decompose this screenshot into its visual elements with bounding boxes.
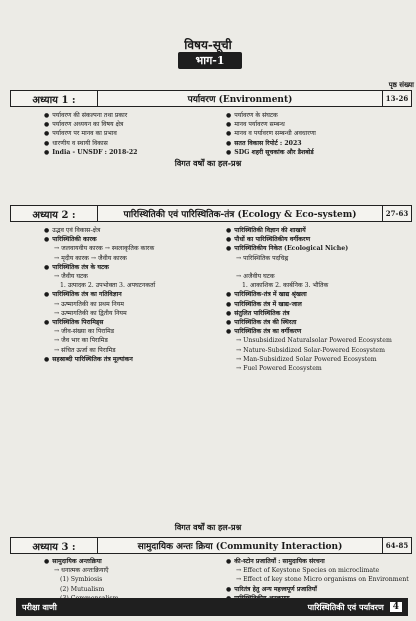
- toc-entry[interactable]: ● पारिस्थितिक तंत्र में खाद्य-जाल: [226, 300, 392, 309]
- toc-entry[interactable]: → धनात्मक अन्तःक्रियाएँ: [44, 566, 125, 575]
- page-number-label: पृष्ठ संख्या: [388, 80, 414, 89]
- chapter-pages: 64-85: [382, 538, 411, 553]
- page-footer: [16, 598, 408, 616]
- toc-entry[interactable]: ● पर्यावरण के संघटक: [226, 111, 316, 120]
- toc-entry[interactable]: → Nature-Subsidized Solar-Powered Ecosystem: [226, 346, 392, 355]
- toc-entry[interactable]: ● पौधों का पारिस्थितिकीय वर्गीकरण: [226, 235, 392, 244]
- chapter-number: अध्याय 3 :: [11, 538, 98, 553]
- previous-year-questions[interactable]: विगत वर्षों का हल-प्रश्न: [174, 158, 242, 168]
- toc-entry[interactable]: → जैव भार का पिरामिड: [44, 336, 155, 345]
- toc-entry[interactable]: → ऊष्मागतिकी का प्रथम नियम: [44, 300, 155, 309]
- toc-entry[interactable]: → जीव-संख्या का पिरामिड: [44, 327, 155, 336]
- chapter-1-left-column: [44, 111, 137, 157]
- chapter-1-header[interactable]: [10, 90, 412, 107]
- toc-entry[interactable]: → मृदीय कारक → जैवीय कारक: [44, 254, 155, 263]
- toc-entry[interactable]: → Unsubsidized Naturalsolar Powered Ecosystem: [226, 336, 392, 345]
- toc-entry: [226, 263, 392, 272]
- chapter-1-right-column: [226, 111, 316, 157]
- chapter-pages: 13-26: [382, 91, 411, 106]
- toc-entry[interactable]: (2) Mutualism: [60, 585, 105, 593]
- toc-entry[interactable]: ● पर्यावरण अध्ययन का विषय क्षेत्र: [44, 120, 137, 129]
- chapter-title: सामुदायिक अन्तः क्रिया (Community Interaction): [137, 542, 343, 552]
- toc-entry[interactable]: ● की-स्टोन प्रजातियाँ : सामुदायिक संरचना: [226, 557, 409, 566]
- toc-entry[interactable]: ● SDG शहरी सूचकांक और डैशबोर्ड: [226, 148, 316, 157]
- toc-entry[interactable]: ● पारिस्थितिक तंत्र की स्थिरता: [226, 318, 392, 327]
- chapter-number: अध्याय 2 :: [11, 206, 98, 221]
- toc-entry[interactable]: ● उद्भव एवं विकास-क्षेत्र: [44, 226, 155, 235]
- toc-entry[interactable]: → ऊष्मागतिकी का द्वितीय नियम: [44, 309, 155, 318]
- toc-entry[interactable]: 1. आकाशिक 2. कार्बनिक 3. भौतिक: [242, 282, 329, 290]
- toc-entry[interactable]: ● पारितंत्र हेतु अन्य महत्त्वपूर्ण प्रजातियाँ: [226, 585, 409, 594]
- footer-publisher: परीक्षा वाणी: [22, 601, 57, 612]
- toc-entry[interactable]: ● पर्यावरण पर मानव का प्रभाव: [44, 129, 137, 138]
- toc-entry[interactable]: ● पारिस्थितिक तंत्र का गतिविज्ञान: [44, 290, 155, 299]
- toc-entry[interactable]: ● सतत विकास रिपोर्ट : 2023: [226, 139, 316, 148]
- toc-entry[interactable]: ● सहस्राब्दी पारिस्थितिक तंत्र मूल्यांकन: [44, 355, 155, 364]
- chapter-2-right-column: [226, 226, 392, 373]
- footer-subject: पारिस्थितिकी एवं पर्यावरण: [307, 601, 384, 612]
- toc-entry[interactable]: ● मानव पर्यावरण सम्बन्ध: [226, 120, 316, 129]
- toc-entry[interactable]: → Effect of key stone Micro organisms on Environment: [226, 575, 409, 584]
- toc-entry[interactable]: 1. उत्पादक 2. उपभोक्ता 3. अपघटनकर्ता: [60, 282, 156, 290]
- chapter-3-header[interactable]: [10, 537, 412, 554]
- toc-entry[interactable]: → पारिस्थितिक पदचिह्न: [226, 254, 392, 263]
- toc-entry[interactable]: ● India - UNSDF : 2018-22: [44, 148, 137, 157]
- toc-entry[interactable]: ● पारिस्थितिक तंत्र के घटक: [44, 263, 155, 272]
- toc-entry[interactable]: (1) Symbiosis: [60, 576, 103, 584]
- toc-entry[interactable]: ● पर्यावरण की संकल्पना तथा प्रकार: [44, 111, 137, 120]
- chapter-title: पारिस्थितिकी एवं पारिस्थितिक-तंत्र (Ecology & Eco-system): [123, 210, 357, 220]
- toc-entry[interactable]: ● पारिस्थितिकी कारक: [44, 235, 155, 244]
- page-title: विषय-सूची: [184, 38, 232, 52]
- chapter-number: अध्याय 1 :: [11, 91, 98, 106]
- toc-entry[interactable]: ● पारिस्थितिक पिरामिड्स: [44, 318, 155, 327]
- toc-entry[interactable]: ● संतुलित पारिस्थितिक तंत्र: [226, 309, 392, 318]
- toc-entry[interactable]: → Man-Subsidized Solar Powered Ecosystem: [226, 355, 392, 364]
- toc-entry[interactable]: ● पारिस्थितिकी विज्ञान की शाखायें: [226, 226, 392, 235]
- toc-entry[interactable]: ● सामुदायिक अन्तःक्रिया: [44, 557, 125, 566]
- footer-page-number: 4: [390, 602, 402, 612]
- toc-entry[interactable]: → Fuel Powered Ecosystem: [226, 364, 392, 373]
- toc-entry[interactable]: ● धारणीय व स्थायी विकास: [44, 139, 137, 148]
- chapter-2-header[interactable]: [10, 205, 412, 222]
- chapter-2-left-column: [44, 226, 155, 364]
- toc-entry[interactable]: ● पारिस्थितिक तंत्र का वर्गीकरण: [226, 327, 392, 336]
- part-label: भाग-1: [178, 52, 242, 69]
- toc-entry[interactable]: ● मानव व पर्यावरण सम्बन्धी अवधारणा: [226, 129, 316, 138]
- toc-entry[interactable]: → Effect of Keystone Species on microclimate: [226, 566, 409, 575]
- chapter-title: पर्यावरण (Environment): [187, 95, 293, 105]
- toc-entry[interactable]: → अजैवीय घटक: [226, 272, 392, 281]
- toc-entry[interactable]: ● पारिस्थितिक-तंत्र में खाद्य श्रृंखला: [226, 290, 392, 299]
- toc-entry[interactable]: → संचित ऊर्जा का पिरामिड: [44, 346, 155, 355]
- previous-year-questions[interactable]: विगत वर्षों का हल-प्रश्न: [174, 522, 242, 532]
- toc-entry[interactable]: → जलवायवीय कारक → स्थलाकृतिक कारक: [44, 244, 155, 253]
- toc-entry[interactable]: → जैवीय घटक: [44, 272, 155, 281]
- chapter-pages: 27-63: [382, 206, 411, 221]
- toc-entry[interactable]: ● पारिस्थितिकीय निकेत (Ecological Niche): [226, 244, 392, 253]
